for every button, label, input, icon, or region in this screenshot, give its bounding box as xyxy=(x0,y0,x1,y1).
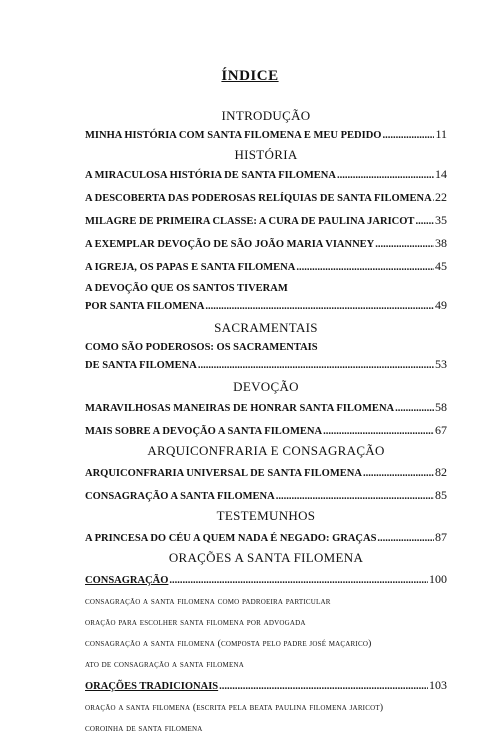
section-heading-introducao: INTRODUÇÃO xyxy=(221,108,311,123)
toc-subitem[interactable]: oração para escolher santa filomena por advogada xyxy=(85,618,306,628)
toc-entry-page: 45 xyxy=(435,259,447,273)
dot-leader xyxy=(377,532,434,546)
toc-entry-page: 87 xyxy=(435,530,447,544)
toc-entry-label: ARQUICONFRARIA UNIVERSAL DE SANTA FILOMENA xyxy=(85,468,362,479)
section-heading-arquiconfraria: ARQUICONFRARIA E CONSAGRAÇÃO xyxy=(147,443,385,458)
toc-entry[interactable] xyxy=(85,530,447,546)
toc-entry[interactable] xyxy=(85,236,447,252)
toc-entry-page: 35 xyxy=(435,213,447,227)
toc-entry[interactable] xyxy=(85,213,447,229)
toc-entry-page: 85 xyxy=(435,488,447,502)
dot-leader xyxy=(169,574,428,588)
toc-entry-label: CONSAGRAÇÃO A SANTA FILOMENA xyxy=(85,491,275,502)
toc-entry-label: ORAÇÕES TRADICIONAIS xyxy=(85,681,219,692)
section-heading-oracoes: ORAÇÕES A SANTA FILOMENA xyxy=(168,550,364,565)
toc-entry[interactable] xyxy=(85,423,447,439)
dot-leader xyxy=(382,129,434,143)
toc-entry-label: A MIRACULOSA HISTÓRIA DE SANTA FILOMENA xyxy=(85,170,336,181)
toc-entry[interactable] xyxy=(85,678,447,694)
toc-entry[interactable] xyxy=(85,572,447,588)
page-title: ÍNDICE xyxy=(221,68,279,84)
toc-subitem[interactable]: oração a santa filomena (escrita pela beata paulina filomena jaricot) xyxy=(85,703,384,713)
toc-entry[interactable] xyxy=(85,167,447,183)
toc-entry-label: POR SANTA FILOMENA xyxy=(85,301,205,312)
dot-leader xyxy=(433,192,434,206)
toc-entry-label: DE SANTA FILOMENA xyxy=(85,360,197,371)
toc-entry[interactable] xyxy=(85,127,447,143)
dot-leader xyxy=(395,402,434,416)
toc-entry-label: MILAGRE DE PRIMEIRA CLASSE: A CURA DE PAULINA JARICOT xyxy=(85,216,415,227)
toc-entry-page: 11 xyxy=(435,127,447,141)
toc-subitem[interactable]: coroinha de santa filomena xyxy=(85,724,203,734)
toc-entry[interactable] xyxy=(85,400,447,416)
toc-entry[interactable] xyxy=(85,190,447,206)
dot-leader xyxy=(337,169,434,183)
dot-leader xyxy=(276,490,434,504)
toc-entry[interactable] xyxy=(85,357,447,373)
toc-entry-page: 22 xyxy=(435,190,447,204)
dot-leader xyxy=(205,300,434,314)
toc-entry[interactable] xyxy=(85,259,447,275)
toc-entry-label: A DESCOBERTA DAS PODEROSAS RELÍQUIAS DE SANTA FILOMENA xyxy=(85,193,432,204)
toc-entry-label: A IGREJA, OS PAPAS E SANTA FILOMENA xyxy=(85,262,296,273)
dot-leader xyxy=(198,359,434,373)
toc-entry-page: 67 xyxy=(435,423,447,437)
toc-entry-label: CONSAGRAÇÃO xyxy=(85,575,169,586)
toc-entry-label: MARAVILHOSAS MANEIRAS DE HONRAR SANTA FILOMENA xyxy=(85,403,395,414)
section-heading-historia: HISTÓRIA xyxy=(234,147,298,162)
toc-subitem[interactable]: ato de consagração a santa filomena xyxy=(85,660,244,670)
toc-entry-page: 38 xyxy=(435,236,447,250)
toc-entry[interactable] xyxy=(85,488,447,504)
dot-leader xyxy=(415,215,434,229)
toc-entry-label: MAIS SOBRE A DEVOÇÃO A SANTA FILOMENA xyxy=(85,426,323,437)
toc-entry-page: 82 xyxy=(435,465,447,479)
toc-entry-label: A PRINCESA DO CÉU A QUEM NADA É NEGADO: GRAÇAS xyxy=(85,533,377,544)
dot-leader xyxy=(323,425,434,439)
toc-entry[interactable] xyxy=(85,465,447,481)
toc-entry-page: 103 xyxy=(429,678,447,692)
toc-subitem[interactable]: consagração a santa filomena como padroeira particular xyxy=(85,597,331,607)
toc-entry-label: A EXEMPLAR DEVOÇÃO DE SÃO JOÃO MARIA VIANNEY xyxy=(85,239,375,250)
dot-leader xyxy=(219,680,428,694)
toc-entry-page: 49 xyxy=(435,298,447,312)
toc-entry-line1[interactable]: A DEVOÇÃO QUE OS SANTOS TIVERAM xyxy=(85,283,288,294)
dot-leader xyxy=(375,238,434,252)
toc-entry-page: 58 xyxy=(435,400,447,414)
toc-entry[interactable] xyxy=(85,298,447,314)
toc-entry-page: 100 xyxy=(429,572,447,586)
toc-subitem[interactable]: consagração a santa filomena (composta pelo padre josé maçarico) xyxy=(85,639,372,649)
section-heading-testemunhos: TESTEMUNHOS xyxy=(216,508,316,523)
toc-entry-label: MINHA HISTÓRIA COM SANTA FILOMENA E MEU PEDIDO xyxy=(85,130,382,141)
section-heading-sacramentais: SACRAMENTAIS xyxy=(214,320,318,335)
toc-entry-line1[interactable]: COMO SÃO PODEROSOS: OS SACRAMENTAIS xyxy=(85,342,318,353)
toc-entry-page: 53 xyxy=(435,357,447,371)
table-of-contents xyxy=(85,107,447,736)
dot-leader xyxy=(363,467,434,481)
dot-leader xyxy=(296,261,434,275)
toc-entry-page: 14 xyxy=(435,167,447,181)
section-heading-devocao: DEVOÇÃO xyxy=(233,379,299,394)
